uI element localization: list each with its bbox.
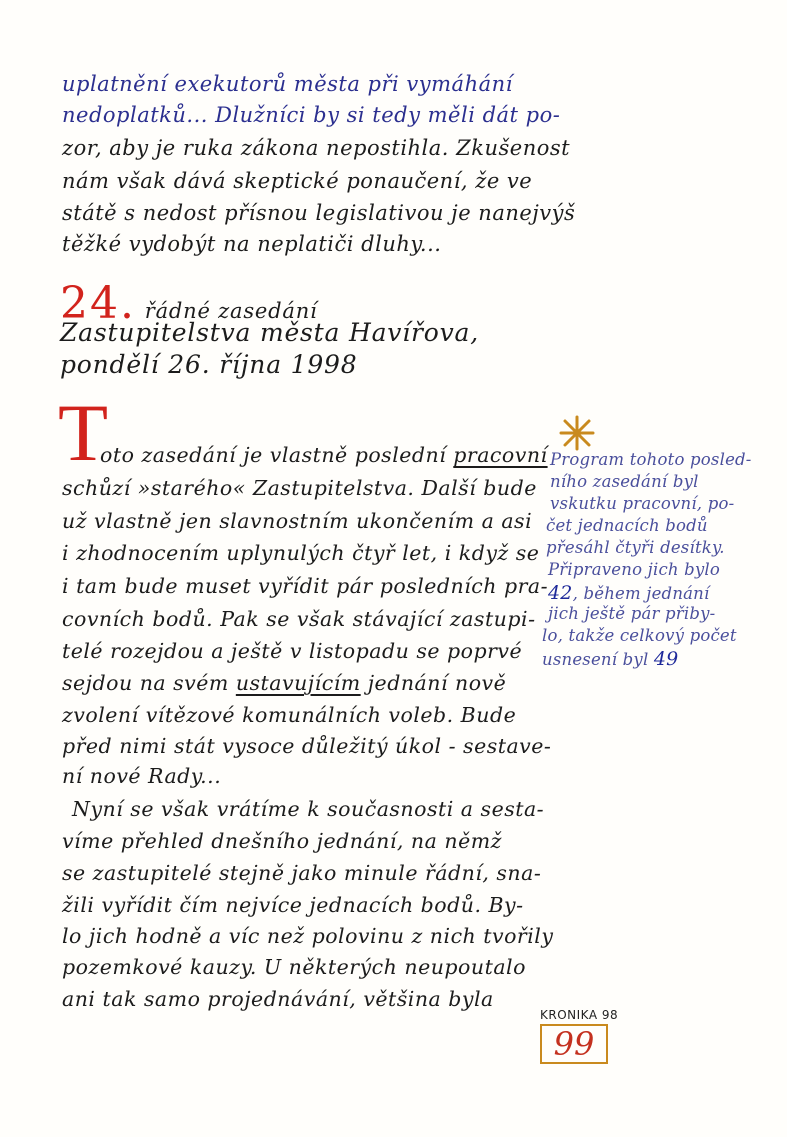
note-line <box>550 450 752 469</box>
note-text: ního zasedání byl <box>550 472 699 491</box>
body-line <box>62 541 539 565</box>
intro-line: uplatnění exekutorů města při vymáhání <box>62 72 513 96</box>
body-text: telé rozejdou a ještě v listopadu se poprvé <box>62 639 523 663</box>
body-text: žili vyřídit čím nejvíce jednacích bodů. By- <box>62 893 524 917</box>
note-line <box>550 494 734 513</box>
body-text: jednání nově <box>360 671 507 695</box>
intro-line: těžké vydobýt na neplatiči dluhy... <box>62 232 442 256</box>
note-line <box>548 604 715 623</box>
body-line <box>62 987 494 1011</box>
body-text: pozemkové kauzy. U některých neupoutalo <box>62 955 526 979</box>
body-line <box>100 443 548 467</box>
body-text: Nyní se však vrátíme k současnosti a sesta- <box>72 797 545 821</box>
intro-line: nám však dává skeptické ponaučení, že ve <box>62 169 533 193</box>
note-line <box>548 560 720 579</box>
body-line <box>62 924 553 948</box>
underlined-word: pracovní <box>453 443 548 467</box>
body-text: se zastupitelé stejně jako minule řádní, sna- <box>62 861 542 885</box>
note-line <box>550 472 699 491</box>
body-text: oto zasedání je vlastně poslední <box>100 443 454 467</box>
body-text: ní nové Rady... <box>62 764 222 788</box>
body-line <box>62 639 522 663</box>
body-text: zvolení vítězové komunálních voleb. Bude <box>62 703 517 727</box>
body-line <box>62 734 551 758</box>
body-line <box>62 607 536 631</box>
body-text: před nimi stát vysoce důležitý úkol - sestave- <box>62 734 552 758</box>
heading-line-3: pondělí 26. října 1998 <box>60 350 358 379</box>
body-text: i tam bude muset vyřídit pár posledních pra- <box>62 574 549 598</box>
intro-line: nedoplatků... Dlužníci by si tedy měli dát po- <box>62 103 561 127</box>
body-line <box>62 574 548 598</box>
body-line <box>62 671 506 695</box>
body-text: i zhodnocením uplynulých čtyř let, i když se <box>62 541 540 565</box>
body-text: už vlastně jen slavnostním ukončením a asi <box>62 509 533 533</box>
page-number: 99 <box>553 1025 595 1063</box>
body-line <box>62 476 537 500</box>
body-line <box>62 893 524 917</box>
body-line <box>72 797 544 821</box>
intro-line: zor, aby je ruka zákona nepostihla. Zkušenost <box>62 136 571 160</box>
body-line <box>62 764 221 788</box>
note-number: 42 <box>548 582 573 604</box>
note-line <box>542 626 737 645</box>
body-text: ani tak samo projednávání, většina byla <box>62 987 494 1011</box>
body-text: lo jich hodně a víc než polovinu z nich tvořily <box>62 924 554 948</box>
intro-line: státě s nedost přísnou legislativou je nanejvýš <box>62 201 576 225</box>
body-line <box>62 861 541 885</box>
underlined-word: ustavujícím <box>235 671 361 695</box>
body-text: covních bodů. Pak se však stávající zastupi- <box>62 607 536 631</box>
note-text: jich ještě pár přiby- <box>548 604 716 623</box>
note-text: přesáhl čtyři desítky. <box>546 538 725 557</box>
note-text: , během jednání <box>572 584 710 603</box>
note-number: 49 <box>653 648 679 670</box>
body-text: schůzí »starého« Zastupitelstva. Další bude <box>62 476 537 500</box>
session-number: 24. <box>60 278 136 329</box>
note-text: Připraveno jich bylo <box>548 560 721 579</box>
note-text: usnesení byl <box>542 650 654 669</box>
note-text: Program tohoto posled- <box>550 450 752 469</box>
body-text: sejdou na svém <box>62 671 236 695</box>
drop-cap: T <box>58 387 109 478</box>
note-text: lo, takže celkový počet <box>542 626 737 645</box>
stamp-label: KRONIKA 98 <box>540 1008 619 1022</box>
note-line <box>542 648 678 670</box>
body-line <box>62 703 516 727</box>
note-line <box>546 516 708 535</box>
body-line <box>62 509 532 533</box>
body-line <box>62 829 502 853</box>
heading-line-2: Zastupitelstva města Havířova, <box>60 318 479 347</box>
note-line <box>548 582 710 604</box>
note-text: čet jednacích bodů <box>546 516 708 535</box>
note-text: vskutku pracovní, po- <box>550 494 735 513</box>
body-line <box>62 955 526 979</box>
body-text: víme přehled dnešního jednání, na němž <box>62 829 502 853</box>
page-number-box <box>540 1024 608 1064</box>
note-line <box>546 538 725 557</box>
heading-title: řádné zasedání <box>144 299 318 323</box>
asterisk-icon <box>557 413 597 453</box>
